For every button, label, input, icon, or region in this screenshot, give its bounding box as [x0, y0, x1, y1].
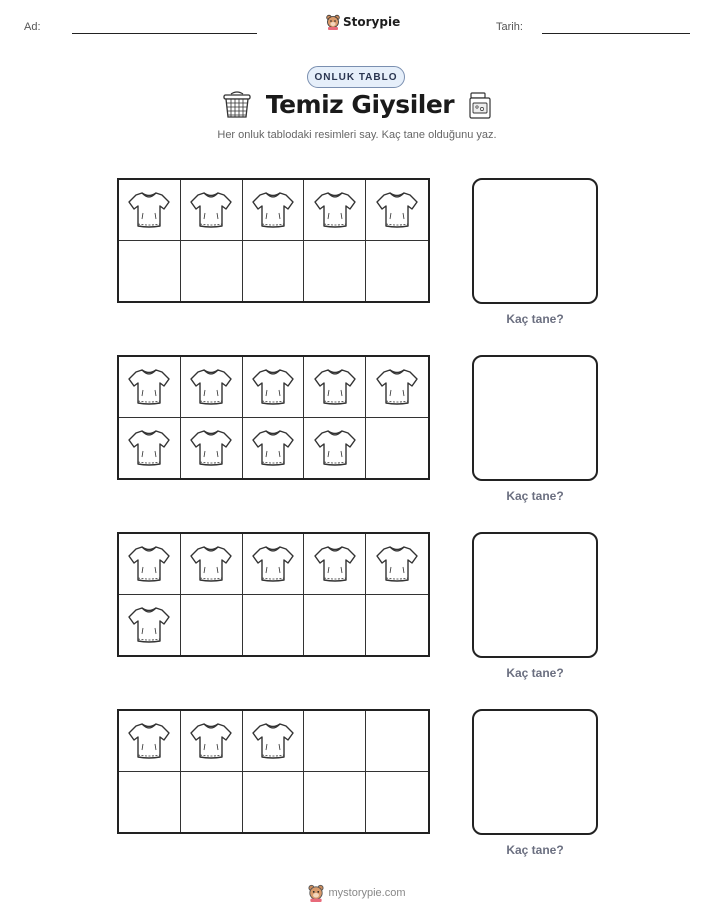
answer-box[interactable] [472, 355, 598, 481]
t-shirt-icon [251, 427, 295, 469]
ten-frame-cell [366, 711, 428, 772]
ten-frame-cell [119, 595, 181, 656]
ten-frame-cell [304, 534, 366, 595]
ten-frame-cell [243, 711, 305, 772]
brand-name: Storypie [343, 15, 401, 29]
ten-frame [117, 709, 430, 834]
name-label: Ad: [24, 21, 41, 33]
ten-frame-cell [181, 357, 243, 418]
ten-frame-cell [181, 241, 243, 302]
t-shirt-icon [127, 189, 171, 231]
t-shirt-icon [313, 543, 357, 585]
ten-frame-cell [181, 418, 243, 479]
ten-frame-cell [119, 180, 181, 241]
ten-frame-cell [119, 772, 181, 833]
t-shirt-icon [375, 189, 419, 231]
ten-frame-cell [119, 711, 181, 772]
ten-frame-cell [243, 357, 305, 418]
title-text: Temiz Giysiler [265, 90, 455, 119]
ten-frame-cell [119, 418, 181, 479]
ten-frame-cell [181, 595, 243, 656]
t-shirt-icon [127, 604, 171, 646]
t-shirt-icon [251, 189, 295, 231]
answer-box[interactable] [472, 178, 598, 304]
answer-label: Kaç tane? [506, 312, 564, 326]
ten-frame-cell [181, 534, 243, 595]
answer-label: Kaç tane? [506, 666, 564, 680]
ten-frame-cell [243, 418, 305, 479]
bear-icon [308, 884, 324, 902]
t-shirt-icon [127, 720, 171, 762]
ten-frame-cell [119, 357, 181, 418]
t-shirt-icon [251, 543, 295, 585]
ten-frame-cell [243, 772, 305, 833]
ten-frame-cell [119, 534, 181, 595]
ten-frame-cell [181, 180, 243, 241]
date-label: Tarih: [496, 21, 523, 33]
page-title [0, 90, 714, 125]
answer-box[interactable] [472, 709, 598, 835]
title-row [222, 90, 492, 119]
t-shirt-icon [189, 427, 233, 469]
ten-frame-cell [243, 241, 305, 302]
ten-frame-cell [366, 595, 428, 656]
ten-frame-cell [243, 180, 305, 241]
t-shirt-icon [251, 720, 295, 762]
ten-frame [117, 178, 430, 303]
ten-frame-cell [243, 595, 305, 656]
ten-frame-cell [304, 241, 366, 302]
t-shirt-icon [189, 543, 233, 585]
ten-frame [117, 355, 430, 480]
footer-site: mystorypie.com [328, 887, 406, 899]
ten-frame-cell [366, 357, 428, 418]
laundry-basket-icon [222, 91, 252, 119]
ten-frame [117, 532, 430, 657]
name-line[interactable] [72, 33, 257, 34]
t-shirt-icon [251, 366, 295, 408]
ten-frame-cell [119, 241, 181, 302]
ten-frame-cell [366, 772, 428, 833]
ten-frame-cell [181, 711, 243, 772]
ten-frame-cell [304, 711, 366, 772]
date-line[interactable] [542, 33, 690, 34]
t-shirt-icon [127, 366, 171, 408]
instructions: Her onluk tablodaki resimleri say. Kaç tane olduğunu yaz. [217, 129, 497, 141]
brand-logo [326, 14, 400, 30]
t-shirt-icon [127, 427, 171, 469]
ten-frame-cell [304, 772, 366, 833]
ten-frame-cell [366, 534, 428, 595]
ten-frame-cell [304, 595, 366, 656]
t-shirt-icon [189, 189, 233, 231]
ten-frame-cell [181, 772, 243, 833]
ten-frame-cell [366, 418, 428, 479]
t-shirt-icon [313, 366, 357, 408]
t-shirt-icon [313, 427, 357, 469]
bear-icon [326, 14, 340, 30]
ten-frame-cell [366, 241, 428, 302]
t-shirt-icon [375, 366, 419, 408]
answer-label: Kaç tane? [506, 843, 564, 857]
t-shirt-icon [313, 189, 357, 231]
t-shirt-icon [189, 720, 233, 762]
t-shirt-icon [127, 543, 171, 585]
detergent-box-icon [468, 91, 492, 119]
ten-frame-cell [243, 534, 305, 595]
answer-label: Kaç tane? [506, 489, 564, 503]
ten-frame-cell [304, 357, 366, 418]
ten-frame-cell [366, 180, 428, 241]
t-shirt-icon [189, 366, 233, 408]
footer [0, 884, 714, 902]
ten-frame-cell [304, 180, 366, 241]
worksheet-type-badge: ONLUK TABLO [307, 66, 405, 88]
ten-frame-cell [304, 418, 366, 479]
t-shirt-icon [375, 543, 419, 585]
answer-box[interactable] [472, 532, 598, 658]
